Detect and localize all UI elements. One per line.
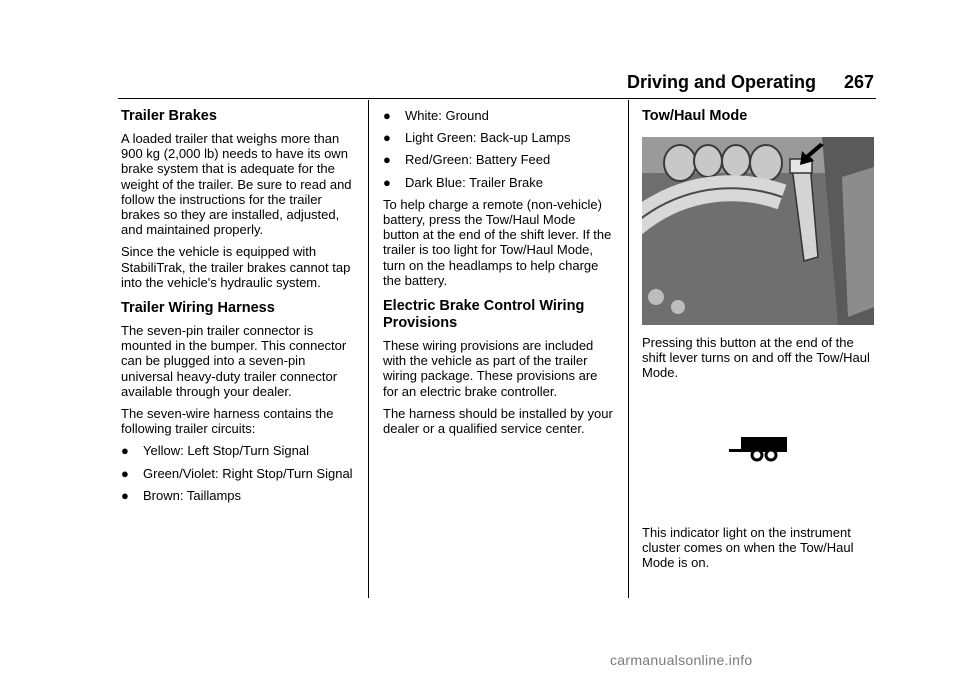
heading-trailer-wiring-harness: Trailer Wiring Harness <box>121 300 275 317</box>
list-item: ● Red/Green: Battery Feed <box>383 152 551 168</box>
list-item: ● Dark Blue: Trailer Brake <box>383 174 543 190</box>
bullet-icon: ● <box>383 174 391 190</box>
list-item: ● Brown: Taillamps <box>121 487 242 503</box>
heading-trailer-brakes: Trailer Brakes <box>121 108 217 124</box>
paragraph: This indicator light on the instrument cluster comes on when the Tow/Haul Mode is on. <box>642 524 854 571</box>
watermark: carmanualsonline.info <box>610 652 753 668</box>
bullet-icon: ● <box>383 108 391 123</box>
column-divider <box>628 100 629 598</box>
tow-haul-indicator-icon <box>642 433 876 473</box>
page-number: 267 <box>843 72 874 92</box>
paragraph: To help charge a remote (non-vehicle) battery, press the Tow/Haul Mode button at the end of the shift lever. If the trailer is too light for Tow/Haul Mode, turn on the headlamps to help charge the battery. <box>383 196 612 288</box>
paragraph: These wiring provisions are included with the vehicle as part of the trailer wiring package. These provisions are for an electric brake controller. <box>383 338 598 399</box>
column-divider <box>368 100 369 598</box>
bullet-icon: ● <box>121 465 129 481</box>
bullet-icon: ● <box>383 130 391 146</box>
section-title: Driving and Operating <box>626 72 816 92</box>
bullet-icon: ● <box>121 487 129 503</box>
page-header <box>118 68 876 99</box>
list-item: ● Green/Violet: Right Stop/Turn Signal <box>121 465 353 481</box>
paragraph: Since the vehicle is equipped with StabiliTrak, the trailer brakes cannot tap into the vehicle's hydraulic system. <box>121 244 351 290</box>
list-item: ● Yellow: Left Stop/Turn Signal <box>121 443 309 459</box>
paragraph: The seven-wire harness contains the following trailer circuits: <box>121 406 334 437</box>
bullet-icon: ● <box>383 152 391 168</box>
paragraph: The harness should be installed by your dealer or a qualified service center. <box>383 405 613 437</box>
column-2 <box>383 108 615 443</box>
list-item: ● White: Ground <box>383 108 489 123</box>
list-item: ● Light Green: Back-up Lamps <box>383 130 571 146</box>
heading-tow-haul-mode: Tow/Haul Mode <box>642 108 748 124</box>
column-3 <box>642 108 876 577</box>
tow-haul-button-photo <box>642 137 874 325</box>
heading-electric-brake-control: Electric Brake Control Wiring Provisions <box>383 298 585 332</box>
paragraph: The seven-pin trailer connector is mounted in the bumper. This connector can be plugged into a seven-pin universal heavy-duty trailer connector available through your dealer. <box>121 323 347 399</box>
paragraph: A loaded trailer that weighs more than 900 kg (2,000 lb) needs to have its own brake system that is adequate for the weight of the trailer. Be sure to read and follow the instructions for the trailer brakes so they are installed, adjusted, and maintained properly. <box>121 131 352 238</box>
bullet-icon: ● <box>121 443 129 459</box>
column-1 <box>121 108 357 510</box>
paragraph: Pressing this button at the end of the shift lever turns on and off the Tow/Haul Mode. <box>642 335 870 381</box>
